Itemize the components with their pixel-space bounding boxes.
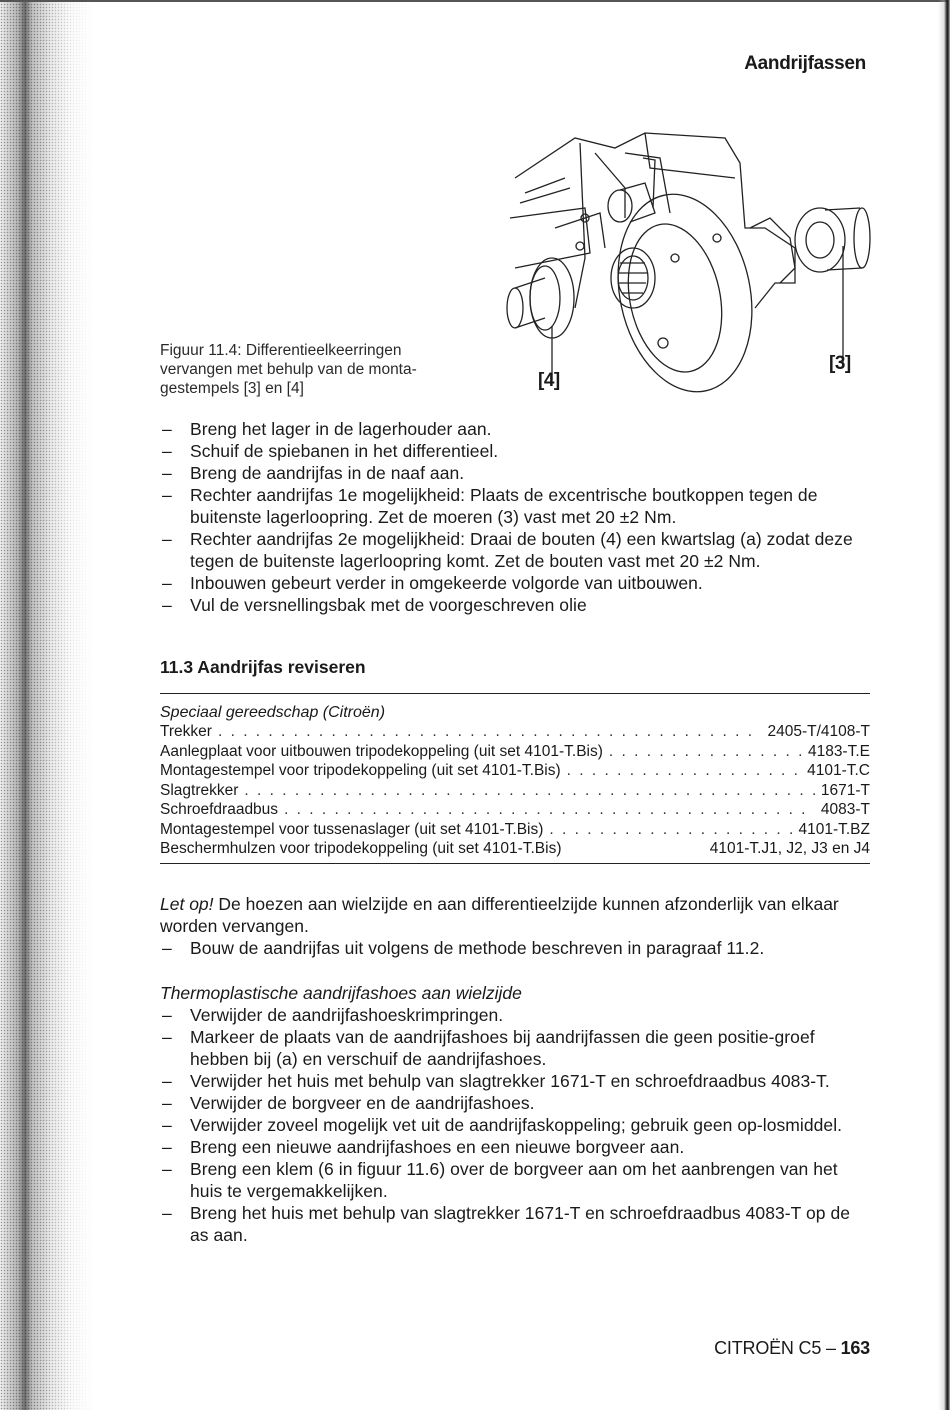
- note-paragraph: [160, 893, 870, 937]
- dash-bullet: –: [162, 1005, 172, 1025]
- dash-bullet: –: [162, 1071, 172, 1091]
- list-item: – Vul de versnellingsbak met de voorgeschreven olie: [162, 595, 587, 615]
- dash-bullet: –: [162, 529, 172, 549]
- special-tools-title: Speciaal gereedschap (Citroën): [160, 704, 386, 721]
- table-row: [160, 781, 870, 801]
- dash-bullet: –: [162, 1093, 172, 1113]
- dash-bullet: –: [162, 938, 172, 958]
- tool-code: 4183-T.E: [807, 742, 870, 760]
- table-row: [160, 742, 870, 762]
- running-head: Aandrijfassen: [744, 53, 866, 74]
- subsection-heading: Thermoplastische aandrijfashoes aan wielzijde: [160, 983, 522, 1003]
- dot-leader: [549, 820, 792, 840]
- list-item: – Schuif de spiebanen in het differentieel.: [162, 441, 499, 461]
- tool-code: 1671-T: [820, 781, 870, 799]
- list-item: – Breng een klem (6 in figuur 11.6) over de borgveer aan om het aanbrengen van het huis te vergemakkelijken.: [162, 1159, 838, 1201]
- list-item: – Rechter aandrijfas 2e mogelijkheid: Draai de bouten (4) een kwartslag (a) zodat deze tegen de buitenste lagerloopring komt. Zet de bouten vast met 20 ±2 Nm.: [162, 529, 853, 571]
- list-item: – Breng de aandrijfas in de naaf aan.: [162, 463, 465, 483]
- figure-caption: [160, 341, 490, 398]
- table-row: [160, 839, 870, 859]
- note-label: Let op!: [160, 894, 214, 914]
- dash-bullet: –: [162, 595, 172, 615]
- list-item: – Verwijder de aandrijfashoeskrimpringen.: [162, 1005, 504, 1025]
- callout-4-label: [4]: [538, 370, 560, 391]
- dash-bullet: –: [162, 463, 172, 483]
- dash-bullet: –: [162, 1115, 172, 1135]
- table-row: [160, 820, 870, 840]
- list-item: – Markeer de plaats van de aandrijfashoes bij aandrijfassen die geen positie-groef hebben bij (a) en verschuif de aandrijfashoes.: [162, 1027, 815, 1069]
- note-steps-list: [160, 937, 870, 959]
- table-row: [160, 761, 870, 781]
- dash-bullet: –: [162, 1137, 172, 1157]
- list-item: – Inbouwen gebeurt verder in omgekeerde volgorde van uitbouwen.: [162, 573, 703, 593]
- list-item: – Bouw de aandrijfas uit volgens de methode beschreven in paragraaf 11.2.: [162, 938, 765, 958]
- tool-name: Aanlegplaat voor uitbouwen tripodekoppeling (uit set 4101-T.Bis): [160, 742, 603, 760]
- page-number: 163: [840, 1338, 870, 1358]
- list-item: – Breng een nieuwe aandrijfashoes en een nieuwe borgveer aan.: [162, 1137, 685, 1157]
- install-steps-list: [160, 418, 870, 616]
- tool-name: Montagestempel voor tussenaslager (uit set 4101-T.Bis): [160, 820, 544, 838]
- dot-leader: [218, 722, 762, 742]
- dash-bullet: –: [162, 419, 172, 439]
- section-heading: 11.3 Aandrijfas reviseren: [160, 657, 366, 677]
- dot-leader: [567, 761, 801, 781]
- scan-right-edge: [938, 0, 950, 1410]
- tool-name: Schroefdraadbus: [160, 801, 279, 818]
- callout-3-label: [3]: [829, 353, 851, 374]
- tool-name: Slagtrekker: [160, 781, 239, 799]
- list-item: – Rechter aandrijfas 1e mogelijkheid: Plaats de excentrische boutkoppen tegen de buitenste lagerloopring. Zet de moeren (3) vast met 20 ±2 Nm.: [162, 485, 818, 527]
- list-item: – Breng het lager in de lagerhouder aan.: [162, 419, 492, 439]
- tool-code: 2405-T/4108-T: [767, 723, 870, 740]
- dot-leader: [244, 781, 814, 801]
- list-item: – Verwijder zoveel mogelijk vet uit de aandrijfaskoppeling; gebruik geen op-losmiddel.: [162, 1115, 843, 1135]
- footer-separator: –: [821, 1338, 841, 1358]
- page-footer: [714, 1338, 870, 1359]
- dot-leader: [284, 800, 815, 820]
- dash-bullet: –: [162, 441, 172, 461]
- list-item: – Verwijder het huis met behulp van slagtrekker 1671-T en schroefdraadbus 4083-T.: [162, 1071, 830, 1091]
- footer-book-title: CITROËN C5: [714, 1338, 822, 1358]
- tool-code: 4101-T.J1, J2, J3 en J4: [709, 840, 870, 857]
- caption-line: gestempels [3] en [4]: [160, 380, 304, 397]
- scan-top-edge: [0, 0, 950, 2]
- tool-name: Trekker: [160, 723, 212, 740]
- dot-leader: [609, 742, 802, 762]
- note-text: De hoezen aan wielzijde en aan differentieelzijde kunnen afzonderlijk van elkaar worden vervangen.: [160, 894, 839, 936]
- list-item: – Verwijder de borgveer en de aandrijfashoes.: [162, 1093, 535, 1113]
- table-row: [160, 800, 870, 820]
- list-item: – Breng het huis met behulp van slagtrekker 1671-T en schroefdraadbus 4083-T op de as aan.: [162, 1203, 851, 1245]
- boot-steps-list: [160, 1004, 870, 1246]
- dash-bullet: –: [162, 1027, 172, 1047]
- caption-line: vervangen met behulp van de monta-: [160, 361, 417, 378]
- tool-code: 4101-T.C: [807, 762, 870, 779]
- differential-illustration-icon: [495, 118, 880, 400]
- special-tools-table: [160, 693, 870, 864]
- dash-bullet: –: [162, 1203, 172, 1223]
- table-row: [160, 722, 870, 742]
- tool-code: 4083-T: [820, 801, 870, 818]
- dash-bullet: –: [162, 1159, 172, 1179]
- tool-name: Beschermhulzen voor tripodekoppeling (uit set 4101-T.Bis): [160, 840, 562, 857]
- tool-name: Montagestempel voor tripodekoppeling (uit set 4101-T.Bis): [160, 762, 561, 779]
- dash-bullet: –: [162, 485, 172, 505]
- tool-code: 4101-T.BZ: [798, 820, 870, 838]
- caption-line: Figuur 11.4: Differentieelkeerringen: [160, 342, 402, 359]
- scan-spine-shadow: [0, 0, 95, 1410]
- figure-illustration: [495, 118, 880, 400]
- dash-bullet: –: [162, 573, 172, 593]
